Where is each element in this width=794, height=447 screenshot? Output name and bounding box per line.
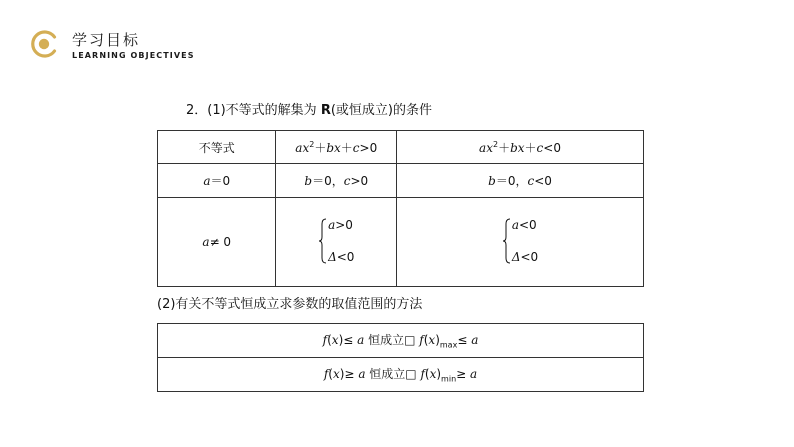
table-cell: a≠ 0 <box>158 198 276 287</box>
table-cell <box>276 198 397 287</box>
table-header-cell: $ax^2+bx+c<0$ <box>397 131 644 164</box>
inequality-system <box>318 218 354 264</box>
table-row <box>158 164 644 198</box>
section1-heading-prefix: 2．(1)不等式的解集为 <box>186 103 321 118</box>
page-header-title: 学习目标 <box>72 31 141 49</box>
inequality-system <box>502 218 538 264</box>
left-brace-icon <box>502 218 511 264</box>
table-cell: b＝0，c<0 <box>397 164 644 198</box>
table-row <box>158 324 644 358</box>
system-line: Δ<0 <box>328 249 355 264</box>
table-row <box>158 131 644 164</box>
table-row <box>158 198 644 287</box>
table-cell: a＝0 <box>158 164 276 198</box>
system-line: a>0 <box>328 217 353 232</box>
section2-heading: (2)有关不等式恒成立求参数的取值范围的方法 <box>157 297 423 312</box>
circle-logo-icon <box>30 30 58 58</box>
table-cell <box>397 198 644 287</box>
table-row <box>158 358 644 392</box>
section1-heading-suffix: (或恒成立)的条件 <box>330 103 432 118</box>
system-line: a<0 <box>511 217 537 232</box>
section1-heading <box>186 99 432 118</box>
table-cell: f(x)≤ a 恒成立□ $f(x)_{max}\le a$ <box>158 324 644 358</box>
table-cell: b＝0，c>0 <box>276 164 397 198</box>
system-line: Δ<0 <box>511 249 539 264</box>
table-cell: f(x)≥ a 恒成立□ $f(x)_{min}\ge a$ <box>158 358 644 392</box>
table-header-cell: $ax^2+bx+c>0$ <box>276 131 397 164</box>
section1-heading-r: R <box>320 103 331 118</box>
page-header-subtitle: LEARNING OBJECTIVES <box>72 51 195 60</box>
table-header-cell: 不等式 <box>158 131 276 164</box>
methods-table <box>157 323 644 392</box>
left-brace-icon <box>318 218 327 264</box>
conditions-table <box>157 130 644 287</box>
